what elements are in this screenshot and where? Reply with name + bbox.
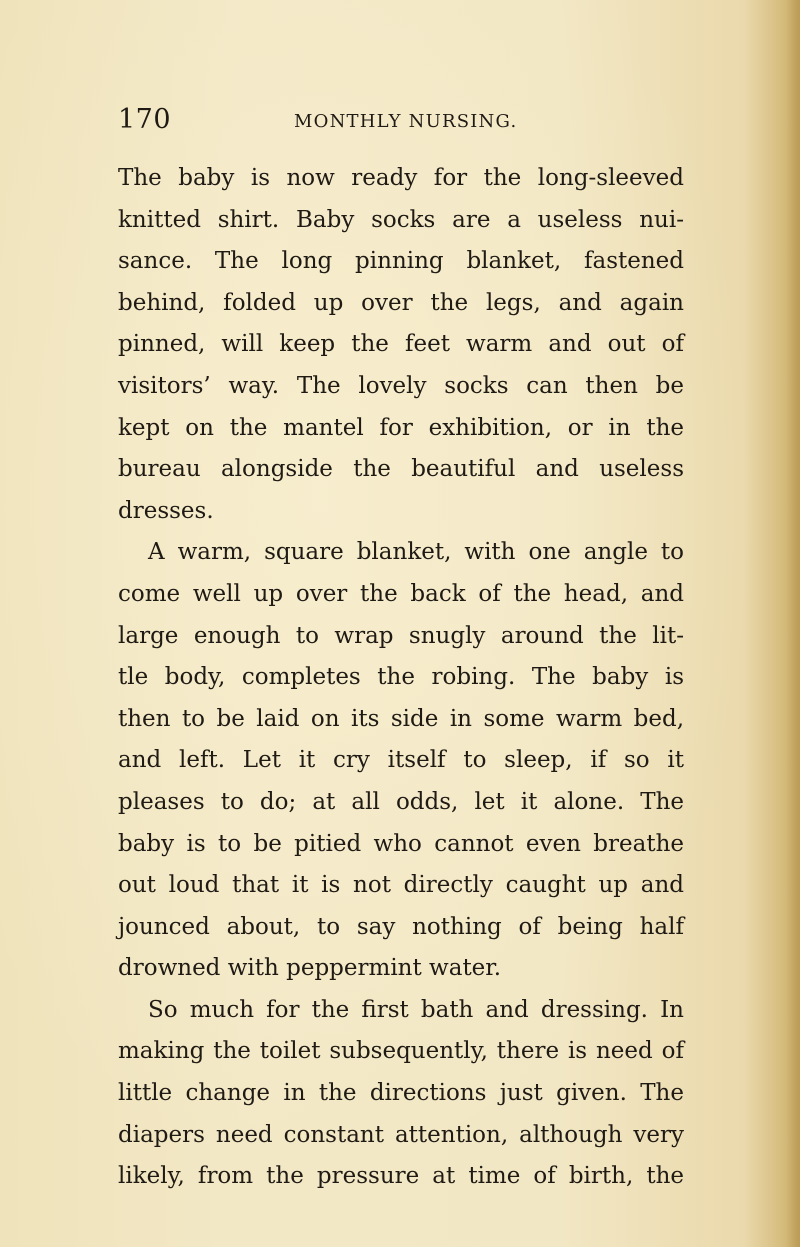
body-text [118, 158, 684, 1198]
text-line: likely, from the pressure at time of birth, the [118, 1163, 684, 1190]
text-line: bureau alongside the beautiful and useless [118, 456, 684, 483]
page-header [118, 104, 678, 144]
text-line: diapers need constant attention, although very [118, 1121, 684, 1148]
text-line: The baby is now ready for the long-sleeved [118, 165, 684, 191]
text-line: tle body, completes the robing. The baby is [118, 664, 684, 691]
running-head: MONTHLY NURSING. [294, 111, 518, 132]
text-line: knitted shirt. Baby socks are a useless nui- [118, 206, 684, 233]
text-line: pleases to do; at all odds, let it alone. The [118, 788, 684, 815]
text-line: behind, folded up over the legs, and again [118, 289, 684, 316]
text-line: out loud that it is not directly caught up and [118, 872, 684, 899]
text-line: drowned with peppermint water. [118, 955, 502, 982]
text-line: kept on the mantel for exhibition, or in the [118, 414, 684, 441]
text-line: large enough to wrap snugly around the lit- [118, 622, 684, 649]
text-line: baby is to be pitied who cannot even breathe [118, 830, 684, 857]
page-number: 170 [118, 104, 172, 135]
text-line: dresses. [118, 497, 214, 524]
text-line: come well up over the back of the head, and [118, 580, 684, 607]
text-line: A warm, square blanket, with one angle to [148, 539, 684, 566]
text-line: pinned, will keep the feet warm and out of [118, 331, 684, 358]
text-line: making the toilet subsequently, there is need of [118, 1038, 684, 1065]
text-line: jounced about, to say nothing of being half [118, 913, 684, 940]
text-line: So much for the first bath and dressing. In [148, 996, 684, 1023]
text-line: little change in the directions just given. The [118, 1080, 684, 1107]
text-line: sance. The long pinning blanket, fastened [118, 248, 684, 275]
text-line: visitors’ way. The lovely socks can then be [118, 372, 684, 399]
page-edge-shadow [786, 0, 800, 1247]
text-line: and left. Let it cry itself to sleep, if so it [118, 747, 684, 774]
text-line: then to be laid on its side in some warm bed, [118, 705, 684, 732]
